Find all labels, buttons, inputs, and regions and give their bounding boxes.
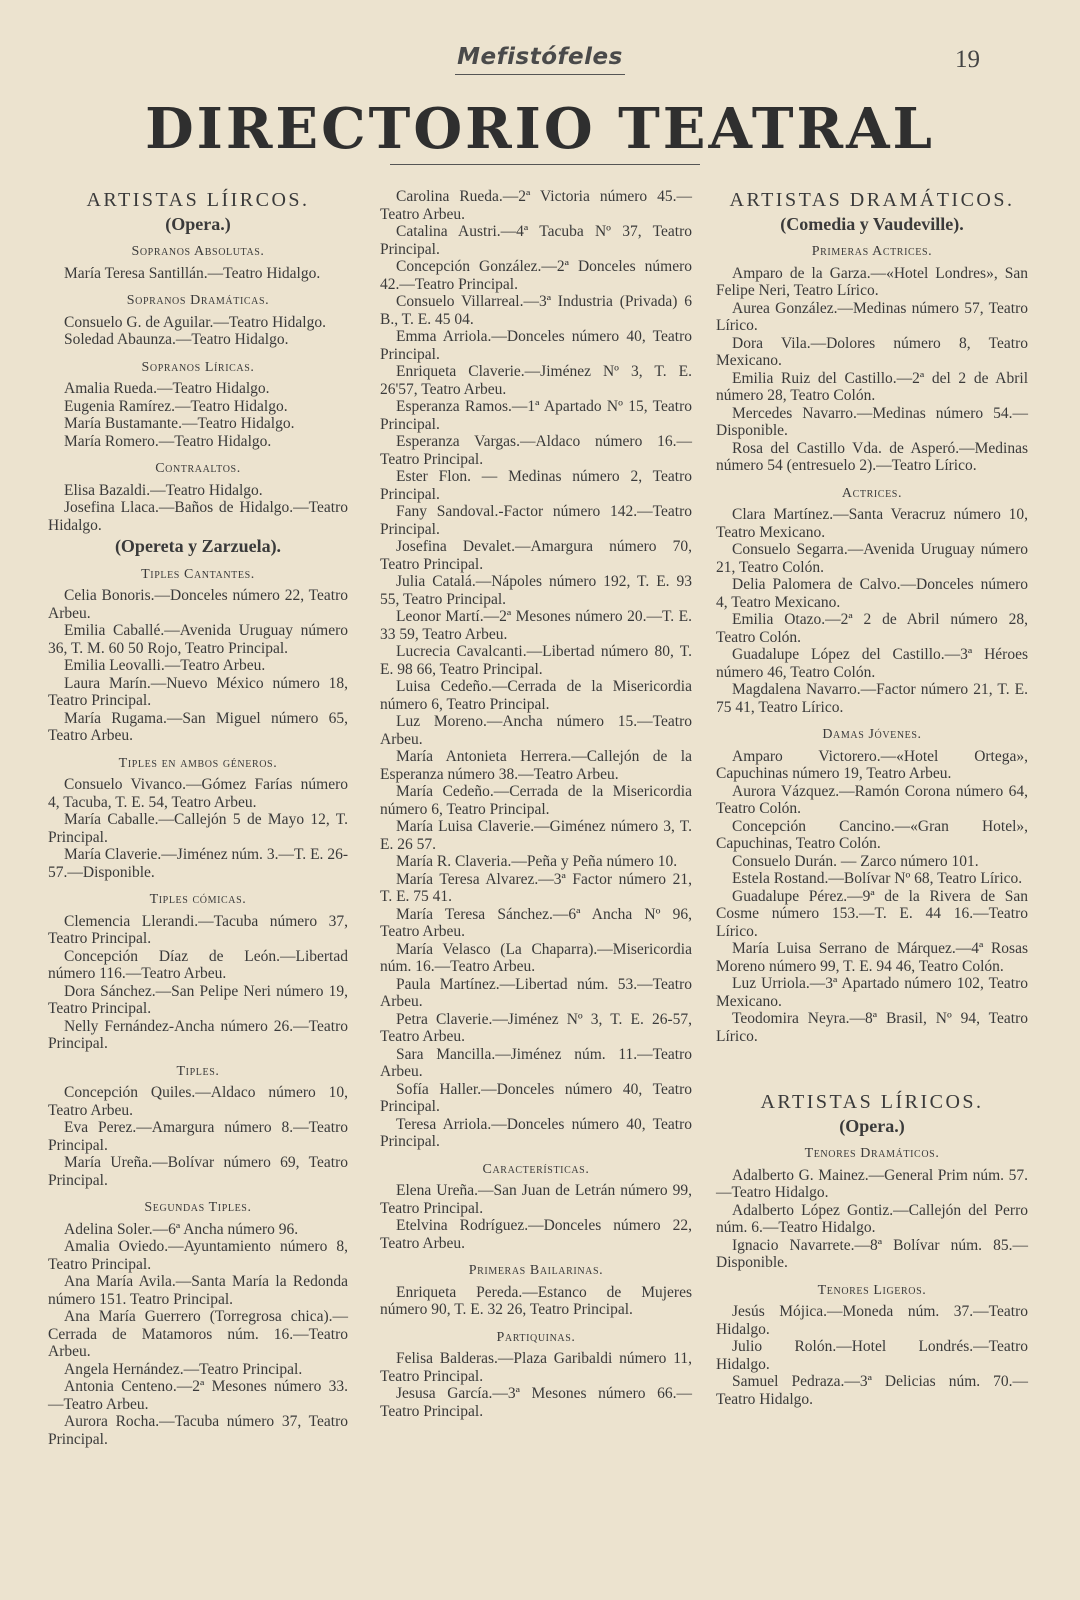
directory-entry: Adelina Soler.—6ª Ancha número 96.: [64, 1220, 299, 1238]
section-heading: ARTISTAS LÍRICOS.: [760, 1091, 984, 1113]
directory-entry: Soledad Abaunza.—Teatro Hidalgo.: [64, 331, 289, 348]
directory-entry: María Claverie.—Jiménez núm. 3.—T. E. 26-57.—Disponible.: [48, 846, 348, 881]
directory-entry: Ignacio Navarrete.—8ª Bolívar núm. 85.—Disponible.: [716, 1236, 1028, 1271]
directory-entry: Consuelo Segarra.—Avenida Uruguay número 21, Teatro Colón.: [716, 541, 1028, 576]
directory-entry: Aurora Vázquez.—Ramón Corona número 64, Teatro Colón.: [716, 782, 1028, 817]
main-title-rule: [390, 164, 700, 165]
directory-entry: María Bustamante.—Teatro Hidalgo.: [64, 415, 295, 432]
directory-entry: Clemencia Llerandi.—Tacuba número 37, Teatro Principal.: [48, 912, 348, 947]
directory-entry: Teresa Arriola.—Donceles número 40, Teatro Principal.: [380, 1115, 692, 1150]
directory-entry: Eva Perez.—Amargura número 8.—Teatro Principal.: [48, 1119, 348, 1154]
directory-entry: Petra Claverie.—Jiménez Nº 3, T. E. 26-57, Teatro Arbeu.: [380, 1010, 692, 1045]
directory-entry: Carolina Rueda.—2ª Victoria número 45.—Teatro Arbeu.: [380, 188, 692, 223]
category-heading: Tenores Ligeros.: [817, 1282, 927, 1298]
directory-entry: María R. Claveria.—Peña y Peña número 10.: [396, 853, 678, 870]
category-heading: Tiples en ambos géneros.: [118, 755, 278, 771]
directory-entry: Etelvina Rodríguez.—Donceles número 22, Teatro Arbeu.: [380, 1217, 692, 1252]
directory-entry: Dora Vila.—Dolores número 8, Teatro Mexicano.: [716, 334, 1028, 369]
directory-entry: María Velasco (La Chaparra).—Misericordia núm. 16.—Teatro Arbeu.: [380, 940, 692, 975]
directory-entry: Amalia Oviedo.—Ayuntamiento número 8, Teatro Principal.: [48, 1238, 348, 1273]
directory-entry: Amparo de la Garza.—«Hotel Londres», San Felipe Neri, Teatro Lírico.: [716, 264, 1028, 299]
directory-entry: Ester Flon. — Medinas número 2, Teatro Principal.: [380, 468, 692, 503]
directory-entry: Estela Rostand.—Bolívar Nº 68, Teatro Lírico.: [732, 870, 1023, 887]
category-heading: Damas Jóvenes.: [822, 727, 922, 742]
directory-entry: Emilia Caballé.—Avenida Uruguay número 36, T. M. 60 50 Rojo, Teatro Principal.: [48, 622, 348, 657]
directory-entry: María Teresa Santillán.—Teatro Hidalgo.: [64, 264, 321, 282]
directory-entry: Emma Arriola.—Donceles número 40, Teatro Principal.: [380, 328, 692, 363]
directory-entry: Julia Catalá.—Nápoles número 192, T. E. 93 55, Teatro Principal.: [380, 573, 692, 608]
category-heading: Tiples cómicas.: [149, 892, 247, 907]
column-left: [48, 188, 348, 1448]
category-heading: Sopranos Líricas.: [141, 359, 255, 375]
directory-entry: Samuel Pedraza.—3ª Delicias núm. 70.—Teatro Hidalgo.: [716, 1373, 1028, 1408]
directory-entry: Delia Palomera de Calvo.—Donceles número 4, Teatro Mexicano.: [716, 576, 1028, 611]
directory-entry: Guadalupe López del Castillo.—3ª Héroes número 46, Teatro Colón.: [716, 646, 1028, 681]
directory-entry: Emilia Otazo.—2ª 2 de Abril número 28, Teatro Colón.: [716, 611, 1028, 646]
directory-entry: Fany Sandoval.-Factor número 142.—Teatro Principal.: [380, 503, 692, 538]
directory-entry: Magdalena Navarro.—Factor número 21, T. E. 75 41, Teatro Lírico.: [716, 681, 1028, 716]
directory-entry: Consuelo Villarreal.—3ª Industria (Privada) 6 B., T. E. 45 04.: [380, 293, 692, 328]
directory-entry: Teodomira Neyra.—8ª Brasil, Nº 94, Teatro Lírico.: [716, 1010, 1028, 1045]
directory-entry: María Caballe.—Callejón 5 de Mayo 12, T. Principal.: [48, 811, 348, 846]
genre-heading: (Comedia y Vaudeville).: [780, 213, 964, 234]
directory-entry: Paula Martínez.—Libertad núm. 53.—Teatro Arbeu.: [380, 975, 692, 1010]
directory-entry: Enriqueta Pereda.—Estanco de Mujeres número 90, T. E. 32 26, Teatro Principal.: [380, 1283, 692, 1318]
page-number: 19: [955, 46, 980, 73]
category-heading: Contraaltos.: [155, 461, 241, 476]
directory-entry: Mercedes Navarro.—Medinas número 54.—Disponible.: [716, 404, 1028, 439]
category-heading: Tenores Dramáticos.: [804, 1146, 940, 1161]
directory-entry: Elena Ureña.—San Juan de Letrán número 99, Teatro Principal.: [380, 1182, 692, 1217]
directory-entry: Clara Martínez.—Santa Veracruz número 10, Teatro Mexicano.: [716, 506, 1028, 541]
directory-entry: María Cedeño.—Cerrada de la Misericordia número 6, Teatro Principal.: [380, 783, 692, 818]
directory-entry: Josefina Llaca.—Baños de Hidalgo.—Teatro Hidalgo.: [48, 499, 348, 534]
directory-entry: Ana María Guerrero (Torregrosa chica).—Cerrada de Matamoros núm. 16.—Teatro Arbeu.: [48, 1308, 348, 1360]
directory-entry: María Luisa Claverie.—Giménez número 3, T. E. 26 57.: [380, 818, 692, 853]
directory-entry: Catalina Austri.—4ª Tacuba Nº 37, Teatro Principal.: [380, 223, 692, 258]
directory-entry: Ana María Avila.—Santa María la Redonda número 151. Teatro Principal.: [48, 1273, 348, 1308]
column-middle: [380, 188, 692, 1420]
genre-heading: (Opera.): [165, 213, 231, 234]
main-title: DIRECTORIO TEATRAL: [145, 96, 935, 162]
directory-entry: Concepción Díaz de León.—Libertad número 116.—Teatro Arbeu.: [48, 947, 348, 982]
directory-entry: Consuelo G. de Aguilar.—Teatro Hidalgo.: [64, 313, 326, 331]
directory-entry: Guadalupe Pérez.—9ª de la Rivera de San Cosme número 153.—T. E. 44 16.—Teatro Lírico.: [716, 887, 1028, 940]
directory-entry: Amalia Rueda.—Teatro Hidalgo.: [64, 380, 270, 397]
spacer: [716, 1061, 1028, 1079]
directory-entry: María Teresa Sánchez.—6ª Ancha Nº 96, Teatro Arbeu.: [380, 905, 692, 940]
directory-entry: Dora Sánchez.—San Pelipe Neri número 19, Teatro Principal.: [48, 982, 348, 1017]
section-heading: ARTISTAS DRAMÁTICOS.: [729, 189, 1015, 211]
directory-entry: Eugenia Ramírez.—Teatro Hidalgo.: [64, 397, 288, 415]
directory-entry: Amparo Victorero.—«Hotel Ortega», Capuchinas número 19, Teatro Arbeu.: [716, 747, 1028, 782]
directory-entry: Consuelo Durán. — Zarco número 101.: [732, 852, 979, 870]
category-heading: Primeras Actrices.: [811, 244, 933, 259]
directory-entry: Concepción Cancino.—«Gran Hotel», Capuchinas, Teatro Colón.: [716, 817, 1028, 852]
category-heading: Actrices.: [841, 485, 903, 501]
directory-entry: Aurora Rocha.—Tacuba número 37, Teatro Principal.: [48, 1413, 348, 1448]
directory-entry: Sara Mancilla.—Jiménez núm. 11.—Teatro Arbeu.: [380, 1045, 692, 1080]
directory-entry: Laura Marín.—Nuevo México número 18, Teatro Principal.: [48, 674, 348, 709]
directory-entry: María Romero.—Teatro Hidalgo.: [64, 432, 272, 450]
directory-entry: Emilia Ruiz del Castillo.—2ª del 2 de Abril número 28, Teatro Colón.: [716, 369, 1028, 404]
directory-entry: Celia Bonoris.—Donceles número 22, Teatro Arbeu.: [48, 587, 348, 622]
category-heading: Características.: [482, 1161, 590, 1177]
directory-entry: Esperanza Vargas.—Aldaco número 16.—Teatro Principal.: [380, 433, 692, 468]
category-heading: Tiples Cantantes.: [141, 566, 255, 582]
column-right: [716, 188, 1028, 1408]
genre-heading: (Opereta y Zarzuela).: [114, 536, 282, 556]
directory-entry: Luz Moreno.—Ancha número 15.—Teatro Arbeu.: [380, 713, 692, 748]
directory-entry: Lucrecia Cavalcanti.—Libertad número 80, T. E. 98 66, Teatro Principal.: [380, 643, 692, 678]
directory-entry: Esperanza Ramos.—1ª Apartado Nº 15, Teatro Principal.: [380, 398, 692, 433]
directory-entry: Emilia Leovalli.—Teatro Arbeu.: [64, 657, 266, 674]
directory-entry: Luisa Cedeño.—Cerrada de la Misericordia número 6, Teatro Principal.: [380, 678, 692, 713]
directory-entry: María Luisa Serrano de Márquez.—4ª Rosas Moreno número 99, T. E. 94 46, Teatro Colón.: [716, 940, 1028, 975]
directory-entry: Concepción González.—2ª Donceles número 42.—Teatro Principal.: [380, 258, 692, 293]
directory-entry: María Antonieta Herrera.—Callejón de la Esperanza número 38.—Teatro Arbeu.: [380, 748, 692, 783]
directory-entry: Leonor Martí.—2ª Mesones número 20.—T. E. 33 59, Teatro Arbeu.: [380, 608, 692, 643]
directory-entry: Concepción Quiles.—Aldaco número 10, Teatro Arbeu.: [48, 1084, 348, 1119]
directory-entry: María Teresa Alvarez.—3ª Factor número 21, T. E. 75 41.: [380, 870, 692, 905]
directory-entry: Aurea González.—Medinas número 57, Teatro Lírico.: [716, 299, 1028, 334]
category-heading: Segundas Tiples.: [144, 1200, 252, 1215]
section-heading: ARTISTAS LÍIRCOS.: [86, 189, 310, 211]
directory-entry: Jesús Mójica.—Moneda núm. 37.—Teatro Hidalgo.: [716, 1303, 1028, 1338]
directory-entry: Adalberto G. Mainez.—General Prim núm. 57.—Teatro Hidalgo.: [716, 1166, 1028, 1201]
directory-entry: Julio Rolón.—Hotel Londrés.—Teatro Hidalgo.: [716, 1338, 1028, 1373]
directory-entry: María Rugama.—San Miguel número 65, Teatro Arbeu.: [48, 709, 348, 744]
category-heading: Partiquinas.: [496, 1329, 576, 1345]
directory-entry: Jesusa García.—3ª Mesones número 66.—Teatro Principal.: [380, 1385, 692, 1420]
directory-entry: María Ureña.—Bolívar número 69, Teatro Principal.: [48, 1154, 348, 1189]
directory-entry: Sofía Haller.—Donceles número 40, Teatro Principal.: [380, 1080, 692, 1115]
directory-entry: Felisa Balderas.—Plaza Garibaldi número 11, Teatro Principal.: [380, 1350, 692, 1385]
directory-entry: Luz Urriola.—3ª Apartado número 102, Teatro Mexicano.: [716, 975, 1028, 1010]
category-heading: Tiples.: [176, 1063, 220, 1079]
directory-entry: Consuelo Vivanco.—Gómez Farías número 4, Tacuba, T. E. 54, Teatro Arbeu.: [48, 776, 348, 811]
category-heading: Sopranos Absolutas.: [131, 244, 265, 259]
genre-heading: (Opera.): [839, 1115, 905, 1136]
directory-entry: Antonia Centeno.—2ª Mesones número 33.—Teatro Arbeu.: [48, 1378, 348, 1413]
category-heading: Primeras Bailarinas.: [468, 1263, 604, 1278]
directory-entry: Adalberto López Gontiz.—Callejón del Perro núm. 6.—Teatro Hidalgo.: [716, 1201, 1028, 1236]
directory-entry: Elisa Bazaldi.—Teatro Hidalgo.: [64, 481, 263, 499]
category-heading: Sopranos Dramáticas.: [126, 293, 270, 308]
directory-entry: Angela Hernández.—Teatro Principal.: [64, 1360, 303, 1378]
directory-entry: Josefina Devalet.—Amargura número 70, Teatro Principal.: [380, 538, 692, 573]
directory-entry: Nelly Fernández-Ancha número 26.—Teatro Principal.: [48, 1017, 348, 1052]
directory-entry: Enriqueta Claverie.—Jiménez Nº 3, T. E. 26'57, Teatro Arbeu.: [380, 363, 692, 398]
running-title: Mefistófeles: [457, 44, 623, 70]
directory-entry: Rosa del Castillo Vda. de Asperó.—Medinas número 54 (entresuelo 2).—Teatro Lírico.: [716, 439, 1028, 474]
title-rule: [455, 74, 625, 75]
